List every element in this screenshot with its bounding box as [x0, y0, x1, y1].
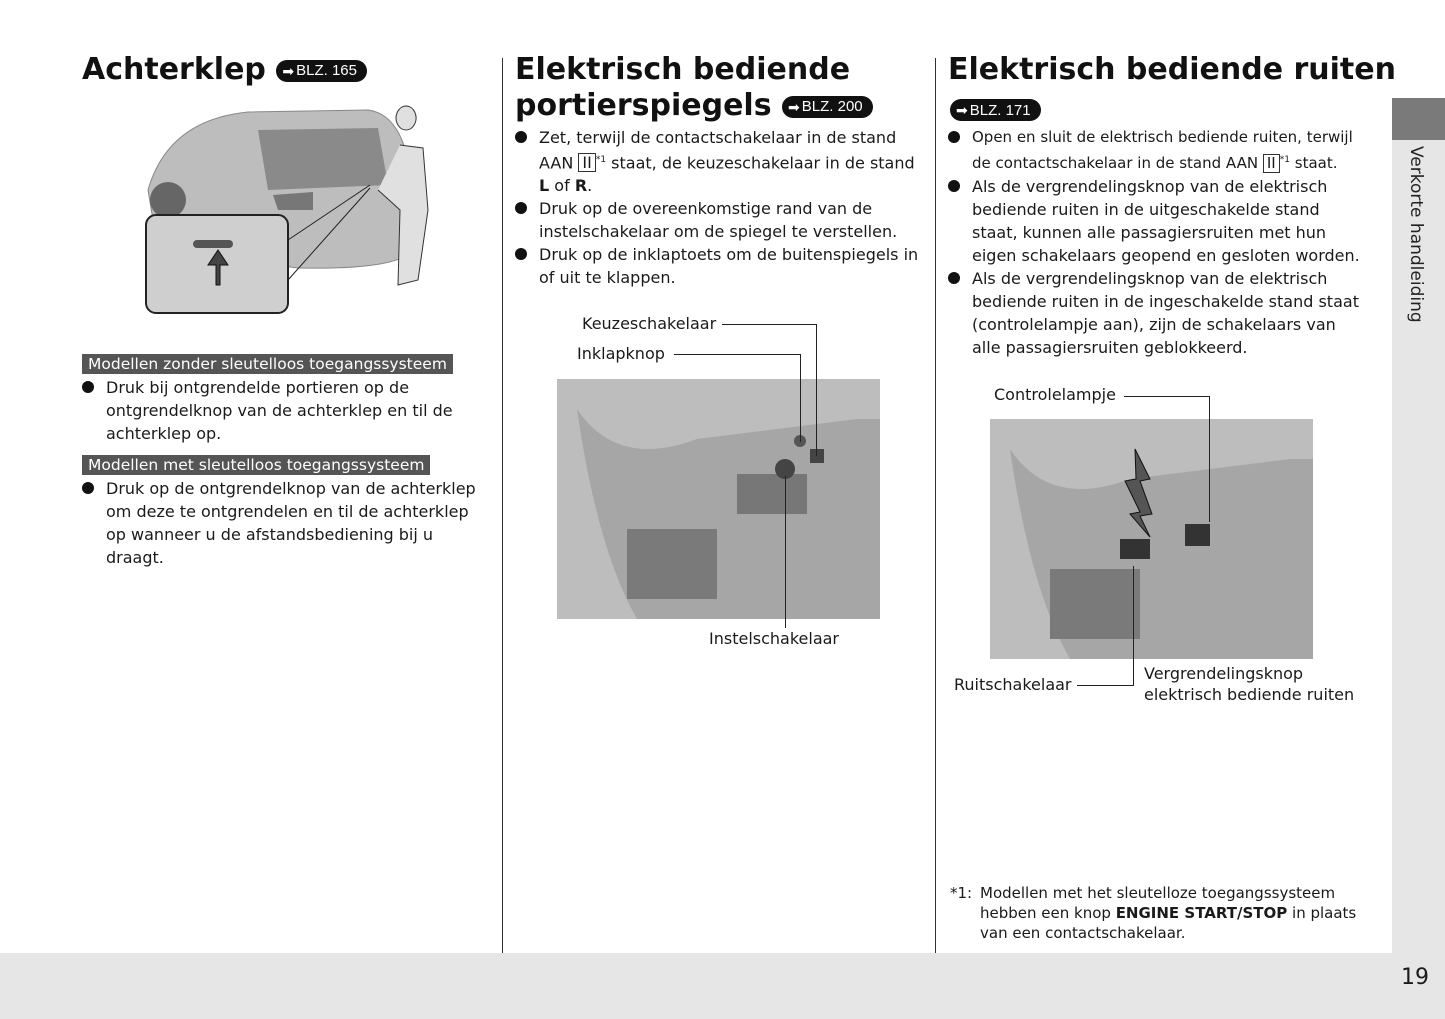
page-number: 19 — [1401, 965, 1429, 990]
page-ref-badge[interactable]: ➡ BLZ. 171 — [950, 99, 1041, 121]
bullet-icon — [515, 248, 527, 260]
list-item: Druk bij ontgrendelde portieren op de ontgrendelknop van de achterklep en til de achterklep op. — [82, 376, 482, 445]
label-instelschakelaar: Instelschakelaar — [709, 629, 840, 648]
bullet-list — [948, 126, 1363, 359]
side-tab[interactable] — [1392, 98, 1445, 953]
label-ruitschakelaar: Ruitschakelaar — [954, 675, 1072, 694]
list-item: Druk op de ontgrendelknop van de achterklep om deze te ontgrendelen en til de achterklep op wanneer u de afstandsbediening bij u draagt. — [82, 477, 482, 569]
list-item: Als de vergrendelingsknop van de elektrisch bediende ruiten in de uitgeschakelde stand staat, kunnen alle passagiersruiten met hun eigen schakelaars geopend en gesloten worden. — [948, 175, 1363, 267]
bullet-list — [515, 126, 925, 289]
arrow-right-icon: ➡ — [956, 101, 968, 118]
list-item: Open en sluit de elektrisch bediende ruiten, terwijl de contactschakelaar in de stand AAN II $^{*1}$ staat. — [948, 126, 1363, 175]
footer-band — [0, 953, 1445, 1019]
ignition-position-icon: II — [578, 153, 595, 172]
tailgate-illustration — [138, 100, 438, 315]
column-divider — [935, 58, 936, 953]
bullet-icon — [515, 131, 527, 143]
footnote: *1: Modellen met het sleutelloze toegangssysteem hebben een knop ENGINE START/STOP in plaats van een contactschakelaar. — [950, 884, 1357, 942]
column-divider — [502, 58, 503, 953]
page-ref-badge[interactable]: ➡ BLZ. 165 — [276, 60, 367, 82]
bullet-icon — [82, 381, 94, 393]
bullet-icon — [948, 180, 960, 192]
ignition-position-icon: II — [1263, 154, 1280, 173]
arrow-right-icon: ➡ — [282, 62, 295, 79]
mirror-switch-photo — [557, 379, 880, 619]
bullet-icon — [948, 131, 960, 143]
bullet-icon — [515, 202, 527, 214]
side-tab-label: Verkorte handleiding — [1406, 146, 1426, 323]
subheading-keyless-none: Modellen zonder sleutelloos toegangssysteem — [82, 354, 453, 374]
label-keuzeschakelaar: Keuzeschakelaar — [582, 314, 717, 333]
list-item: Zet, terwijl de contactschakelaar in de stand AAN II $^{*1}$ staat, de keuzeschakelaar in de stand L of R. — [515, 126, 925, 197]
bullet-list — [82, 477, 482, 569]
label-controlelampje: Controlelampje — [994, 385, 1116, 404]
arrow-right-icon: ➡ — [788, 98, 800, 115]
list-item: Druk op de overeenkomstige rand van de instelschakelaar om de spiegel te verstellen. — [515, 197, 925, 243]
page-ref-badge[interactable]: ➡ BLZ. 200 — [782, 96, 873, 118]
bullet-list — [82, 376, 482, 445]
section-title-mirrors: Elektrisch bediende portierspiegels ➡ BLZ. 200 — [515, 52, 873, 124]
bullet-icon — [82, 482, 94, 494]
bullet-icon — [948, 272, 960, 284]
window-switch-photo — [990, 419, 1313, 659]
label-inklapknop: Inklapknop — [577, 344, 665, 363]
section-title-windows: Elektrisch bediende ruiten — [948, 52, 1396, 87]
subheading-keyless: Modellen met sleutelloos toegangssysteem — [82, 455, 430, 475]
section-title-achterklep: Achterklep ➡ BLZ. 165 — [82, 52, 367, 88]
list-item: Druk op de inklaptoets om de buitenspiegels in of uit te klappen. — [515, 243, 925, 289]
label-vergrendelingsknop: Vergrendelingsknop elektrisch bediende ruiten — [1144, 664, 1355, 704]
list-item: Als de vergrendelingsknop van de elektrisch bediende ruiten in de ingeschakelde stand staat (controlelampje aan), zijn de schakelaars van alle passagiersruiten geblokkeerd. — [948, 267, 1363, 359]
